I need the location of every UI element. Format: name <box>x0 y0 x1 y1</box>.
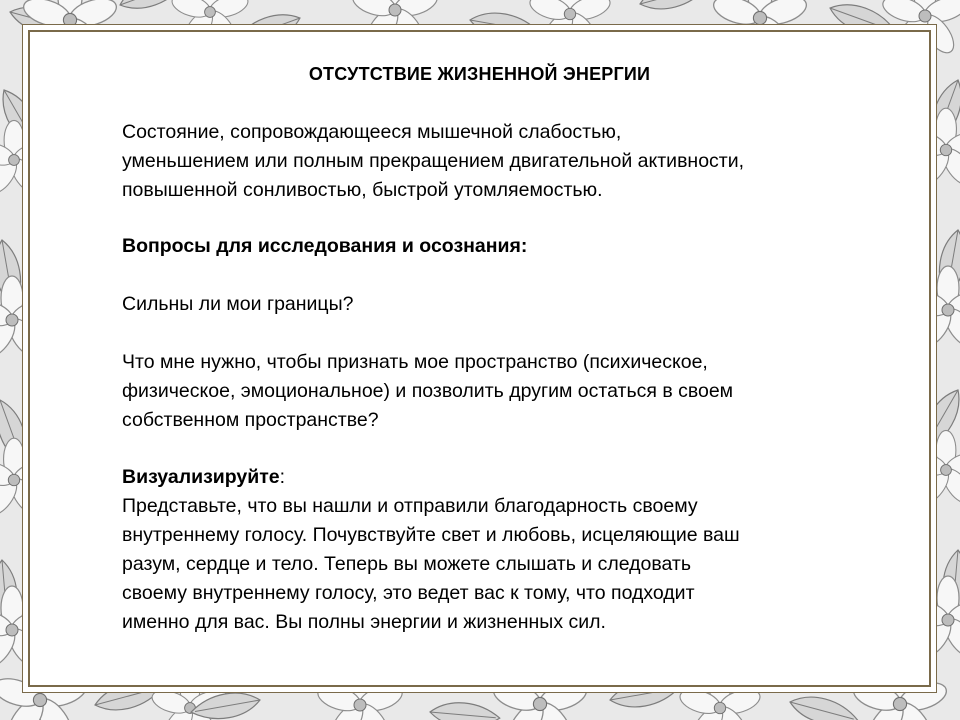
question-1: Сильны ли мои границы? <box>122 293 354 315</box>
questions-heading <box>122 232 902 261</box>
definition-paragraph: Состояние, сопровождающееся мышечной слабостью, уменьшением или полным прекращением двигательной активности, повышенной сонливостью, быстрой утомляемостью. <box>122 121 745 201</box>
questions-heading-colon: : <box>520 235 528 257</box>
questions-heading-label: Вопросы для исследования и осознания <box>122 235 521 257</box>
visualize-paragraph: Представьте, что вы нашли и отправили благодарность своему внутреннему голосу. Почувствуйте свет и любовь, исцеляющие ваш разум, сердце и тело. Теперь вы можете слышать и следовать своему внутреннему голосу, это ведет вас к тому, что подходит именно для вас. Вы полны энергии и жизненных сил. <box>122 495 740 633</box>
visualize-heading <box>122 463 902 492</box>
visualize-heading-label: Визуализируйте <box>122 466 280 488</box>
slide-title: ОТСУТСТВИЕ ЖИЗНЕННОЙ ЭНЕРГИИ <box>308 64 651 84</box>
question-2: Что мне нужно, чтобы признать мое пространство (психическое, физическое, эмоциональное) и позволить другим остаться в своем собственном пространстве? <box>122 351 734 431</box>
content-panel <box>28 30 931 687</box>
visualize-heading-colon: : <box>279 466 286 488</box>
